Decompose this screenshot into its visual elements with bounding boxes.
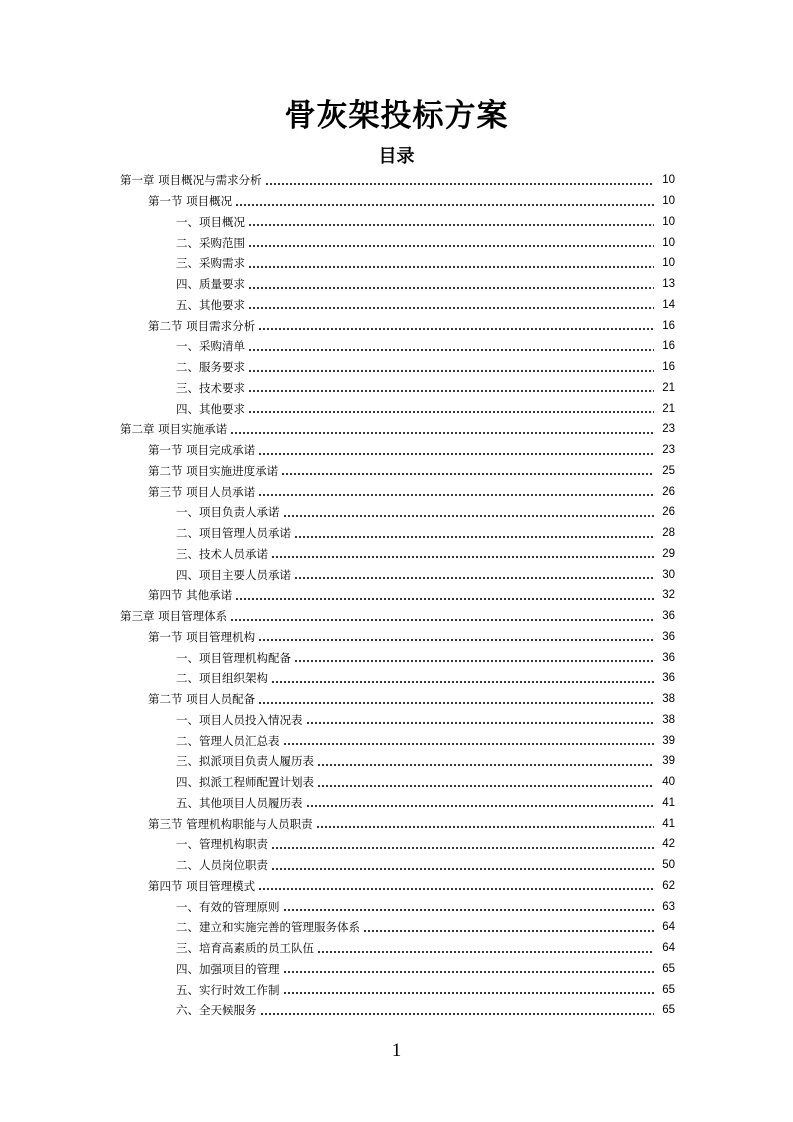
toc-entry[interactable]: [0, 772, 793, 793]
toc-entry[interactable]: [0, 502, 793, 523]
toc-entry-label: 三、拟派项目负责人履历表: [176, 754, 314, 769]
toc-dot-leader: [271, 847, 654, 849]
toc-dot-leader: [258, 328, 654, 330]
toc-entry-page: 25: [662, 464, 675, 477]
toc-dot-leader: [317, 951, 654, 953]
toc-entry-label: 三、技术要求: [176, 380, 245, 395]
toc-entry-label: 第二节 项目需求分析: [148, 318, 256, 333]
toc-entry[interactable]: [0, 959, 793, 980]
toc-entry-page: 10: [662, 257, 675, 270]
toc-entry[interactable]: [0, 564, 793, 585]
toc-dot-leader: [258, 494, 654, 496]
toc-entry[interactable]: [0, 378, 793, 399]
toc-entry-label: 第三章 项目管理体系: [120, 609, 228, 624]
toc-entry-page: 42: [662, 838, 675, 851]
toc-entry-page: 38: [662, 693, 675, 706]
toc-entry-label: 第三节 管理机构职能与人员职责: [148, 816, 313, 831]
toc-entry[interactable]: [0, 419, 793, 440]
toc-entry[interactable]: [0, 730, 793, 751]
toc-dot-leader: [258, 639, 654, 641]
toc-entry-page: 62: [662, 879, 675, 892]
toc-dot-leader: [316, 826, 654, 828]
toc-dot-leader: [317, 764, 654, 766]
toc-entry-label: 四、拟派工程师配置计划表: [176, 775, 314, 790]
toc-dot-leader: [235, 204, 654, 206]
toc-entry-page: 21: [662, 402, 675, 415]
toc-entry[interactable]: [0, 896, 793, 917]
toc-entry[interactable]: [0, 793, 793, 814]
toc-entry-page: 13: [662, 278, 675, 291]
toc-dot-leader: [363, 930, 654, 932]
toc-entry-label: 一、项目概况: [176, 214, 245, 229]
toc-entry[interactable]: [0, 876, 793, 897]
toc-entry-label: 第一节 项目完成承诺: [148, 443, 256, 458]
toc-entry-page: 10: [662, 215, 675, 228]
toc-dot-leader: [294, 536, 654, 538]
toc-entry[interactable]: [0, 606, 793, 627]
toc-dot-leader: [260, 1013, 655, 1015]
toc-dot-leader: [248, 266, 654, 268]
toc-entry[interactable]: [0, 440, 793, 461]
toc-entry-page: 28: [662, 527, 675, 540]
toc-entry[interactable]: [0, 295, 793, 316]
toc-entry-label: 第一节 项目概况: [148, 194, 233, 209]
toc-entry[interactable]: [0, 523, 793, 544]
toc-entry-label: 一、管理机构职责: [176, 837, 268, 852]
toc-entry[interactable]: [0, 461, 793, 482]
toc-entry[interactable]: [0, 544, 793, 565]
toc-entry-label: 第二节 项目人员配备: [148, 692, 256, 707]
toc-entry-label: 第二章 项目实施承诺: [120, 422, 228, 437]
toc-entry-label: 一、项目人员投入情况表: [176, 712, 303, 727]
toc-entry-page: 21: [662, 381, 675, 394]
toc-entry[interactable]: [0, 855, 793, 876]
toc-dot-leader: [235, 598, 654, 600]
toc-entry-label: 一、项目管理机构配备: [176, 650, 291, 665]
toc-entry[interactable]: [0, 585, 793, 606]
toc-entry-page: 10: [662, 236, 675, 249]
toc-entry[interactable]: [0, 1000, 793, 1021]
toc-entry-label: 二、采购范围: [176, 235, 245, 250]
toc-entry-label: 二、服务要求: [176, 360, 245, 375]
toc-entry-page: 50: [662, 859, 675, 872]
toc-entry-label: 三、采购需求: [176, 256, 245, 271]
toc-entry[interactable]: [0, 647, 793, 668]
toc-entry-page: 38: [662, 713, 675, 726]
document-title: 骨灰架投标方案: [284, 98, 509, 134]
toc-dot-leader: [283, 743, 655, 745]
toc-entry-label: 五、其他项目人员履历表: [176, 795, 303, 810]
toc-dot-leader: [248, 307, 654, 309]
toc-entry[interactable]: [0, 232, 793, 253]
toc-dot-leader: [248, 390, 654, 392]
toc-entry-page: 39: [662, 755, 675, 768]
toc-entry-label: 五、实行时效工作制: [176, 982, 280, 997]
toc-dot-leader: [281, 473, 654, 475]
toc-dot-leader: [283, 971, 655, 973]
toc-dot-leader: [258, 888, 654, 890]
toc-entry-page: 26: [662, 506, 675, 519]
toc-entry-label: 四、质量要求: [176, 277, 245, 292]
toc-entry[interactable]: [0, 710, 793, 731]
toc-dot-leader: [283, 909, 655, 911]
toc-entry[interactable]: [0, 274, 793, 295]
toc-entry-label: 四、加强项目的管理: [176, 961, 280, 976]
toc-entry-label: 一、有效的管理原则: [176, 899, 280, 914]
toc-entry[interactable]: [0, 191, 793, 212]
toc-entry-label: 五、其他要求: [176, 297, 245, 312]
toc-entry[interactable]: [0, 170, 793, 191]
toc-dot-leader: [265, 183, 654, 185]
toc-dot-leader: [271, 868, 654, 870]
toc-entry[interactable]: [0, 253, 793, 274]
toc-entry-page: 39: [662, 734, 675, 747]
toc-dot-leader: [230, 432, 654, 434]
toc-entry-page: 29: [662, 547, 675, 560]
toc-dot-leader: [271, 681, 654, 683]
toc-entry-label: 第四节 项目管理模式: [148, 878, 256, 893]
toc-dot-leader: [258, 453, 654, 455]
toc-entry-page: 23: [662, 444, 675, 457]
toc-entry-page: 41: [662, 796, 675, 809]
toc-entry-label: 二、管理人员汇总表: [176, 733, 280, 748]
toc-entry[interactable]: [0, 481, 793, 502]
toc-dot-leader: [248, 224, 654, 226]
toc-entry-page: 36: [662, 610, 675, 623]
toc-entry[interactable]: [0, 979, 793, 1000]
toc-entry-page: 26: [662, 485, 675, 498]
toc-entry-label: 二、项目管理人员承诺: [176, 526, 291, 541]
toc-entry-page: 16: [662, 361, 675, 374]
toc-dot-leader: [294, 660, 654, 662]
toc-dot-leader: [258, 702, 654, 704]
toc-heading: 目录: [378, 146, 415, 167]
toc-entry[interactable]: [0, 813, 793, 834]
toc-dot-leader: [248, 411, 654, 413]
toc-dot-leader: [306, 722, 655, 724]
toc-dot-leader: [317, 785, 654, 787]
toc-entry-label: 二、人员岗位职责: [176, 858, 268, 873]
toc-entry-label: 四、其他要求: [176, 401, 245, 416]
toc-entry-page: 14: [662, 298, 675, 311]
toc-entry-page: 10: [662, 174, 675, 187]
toc-dot-leader: [248, 287, 654, 289]
toc-entry-label: 第三节 项目人员承诺: [148, 484, 256, 499]
toc-entry-label: 六、全天候服务: [176, 1003, 257, 1018]
toc-entry-page: 16: [662, 319, 675, 332]
toc-entry-page: 36: [662, 630, 675, 643]
toc-entry-page: 64: [662, 942, 675, 955]
toc-entry-label: 一、项目负责人承诺: [176, 505, 280, 520]
toc-entry[interactable]: [0, 751, 793, 772]
toc-entry-label: 第四节 其他承诺: [148, 588, 233, 603]
toc-entry-page: 36: [662, 651, 675, 664]
toc-dot-leader: [248, 245, 654, 247]
toc-entry-label: 第一章 项目概况与需求分析: [120, 173, 262, 188]
toc-entry-label: 三、培育高素质的员工队伍: [176, 941, 314, 956]
toc-entry[interactable]: [0, 668, 793, 689]
toc-entry-page: 65: [662, 1004, 675, 1017]
toc-dot-leader: [306, 805, 655, 807]
toc-entry-page: 23: [662, 423, 675, 436]
toc-entry-label: 二、建立和实施完善的管理服务体系: [176, 920, 360, 935]
toc-dot-leader: [271, 556, 654, 558]
toc-entry[interactable]: [0, 917, 793, 938]
toc-entry-page: 10: [662, 195, 675, 208]
toc-entry[interactable]: [0, 938, 793, 959]
toc-entry-page: 30: [662, 568, 675, 581]
toc-entry[interactable]: [0, 315, 793, 336]
toc-entry[interactable]: [0, 212, 793, 233]
toc-entry-page: 41: [662, 817, 675, 830]
toc-dot-leader: [248, 349, 654, 351]
toc-entry-page: 16: [662, 340, 675, 353]
page-number: 1: [391, 1040, 402, 1061]
toc-dot-leader: [283, 992, 655, 994]
toc-entry-page: 64: [662, 921, 675, 934]
toc-dot-leader: [283, 515, 655, 517]
toc-entry[interactable]: [0, 398, 793, 419]
toc-dot-leader: [294, 577, 654, 579]
toc-entry-label: 第一节 项目管理机构: [148, 629, 256, 644]
toc-entry-page: 36: [662, 672, 675, 685]
toc-entry-label: 一、采购清单: [176, 339, 245, 354]
toc-entry[interactable]: [0, 834, 793, 855]
toc-entry-page: 40: [662, 776, 675, 789]
toc-entry[interactable]: [0, 357, 793, 378]
toc-entry[interactable]: [0, 627, 793, 648]
toc-entry-label: 第二节 项目实施进度承诺: [148, 463, 279, 478]
toc-entry-label: 二、项目组织架构: [176, 671, 268, 686]
toc-entry[interactable]: [0, 689, 793, 710]
toc-entry-label: 三、技术人员承诺: [176, 546, 268, 561]
toc-dot-leader: [248, 370, 654, 372]
toc-dot-leader: [230, 619, 654, 621]
toc-entry-page: 63: [662, 900, 675, 913]
toc-entry-page: 32: [662, 589, 675, 602]
toc-entry-page: 65: [662, 983, 675, 996]
toc-entry-label: 四、项目主要人员承诺: [176, 567, 291, 582]
table-of-contents: [0, 170, 793, 1021]
toc-entry[interactable]: [0, 336, 793, 357]
toc-entry-page: 65: [662, 962, 675, 975]
